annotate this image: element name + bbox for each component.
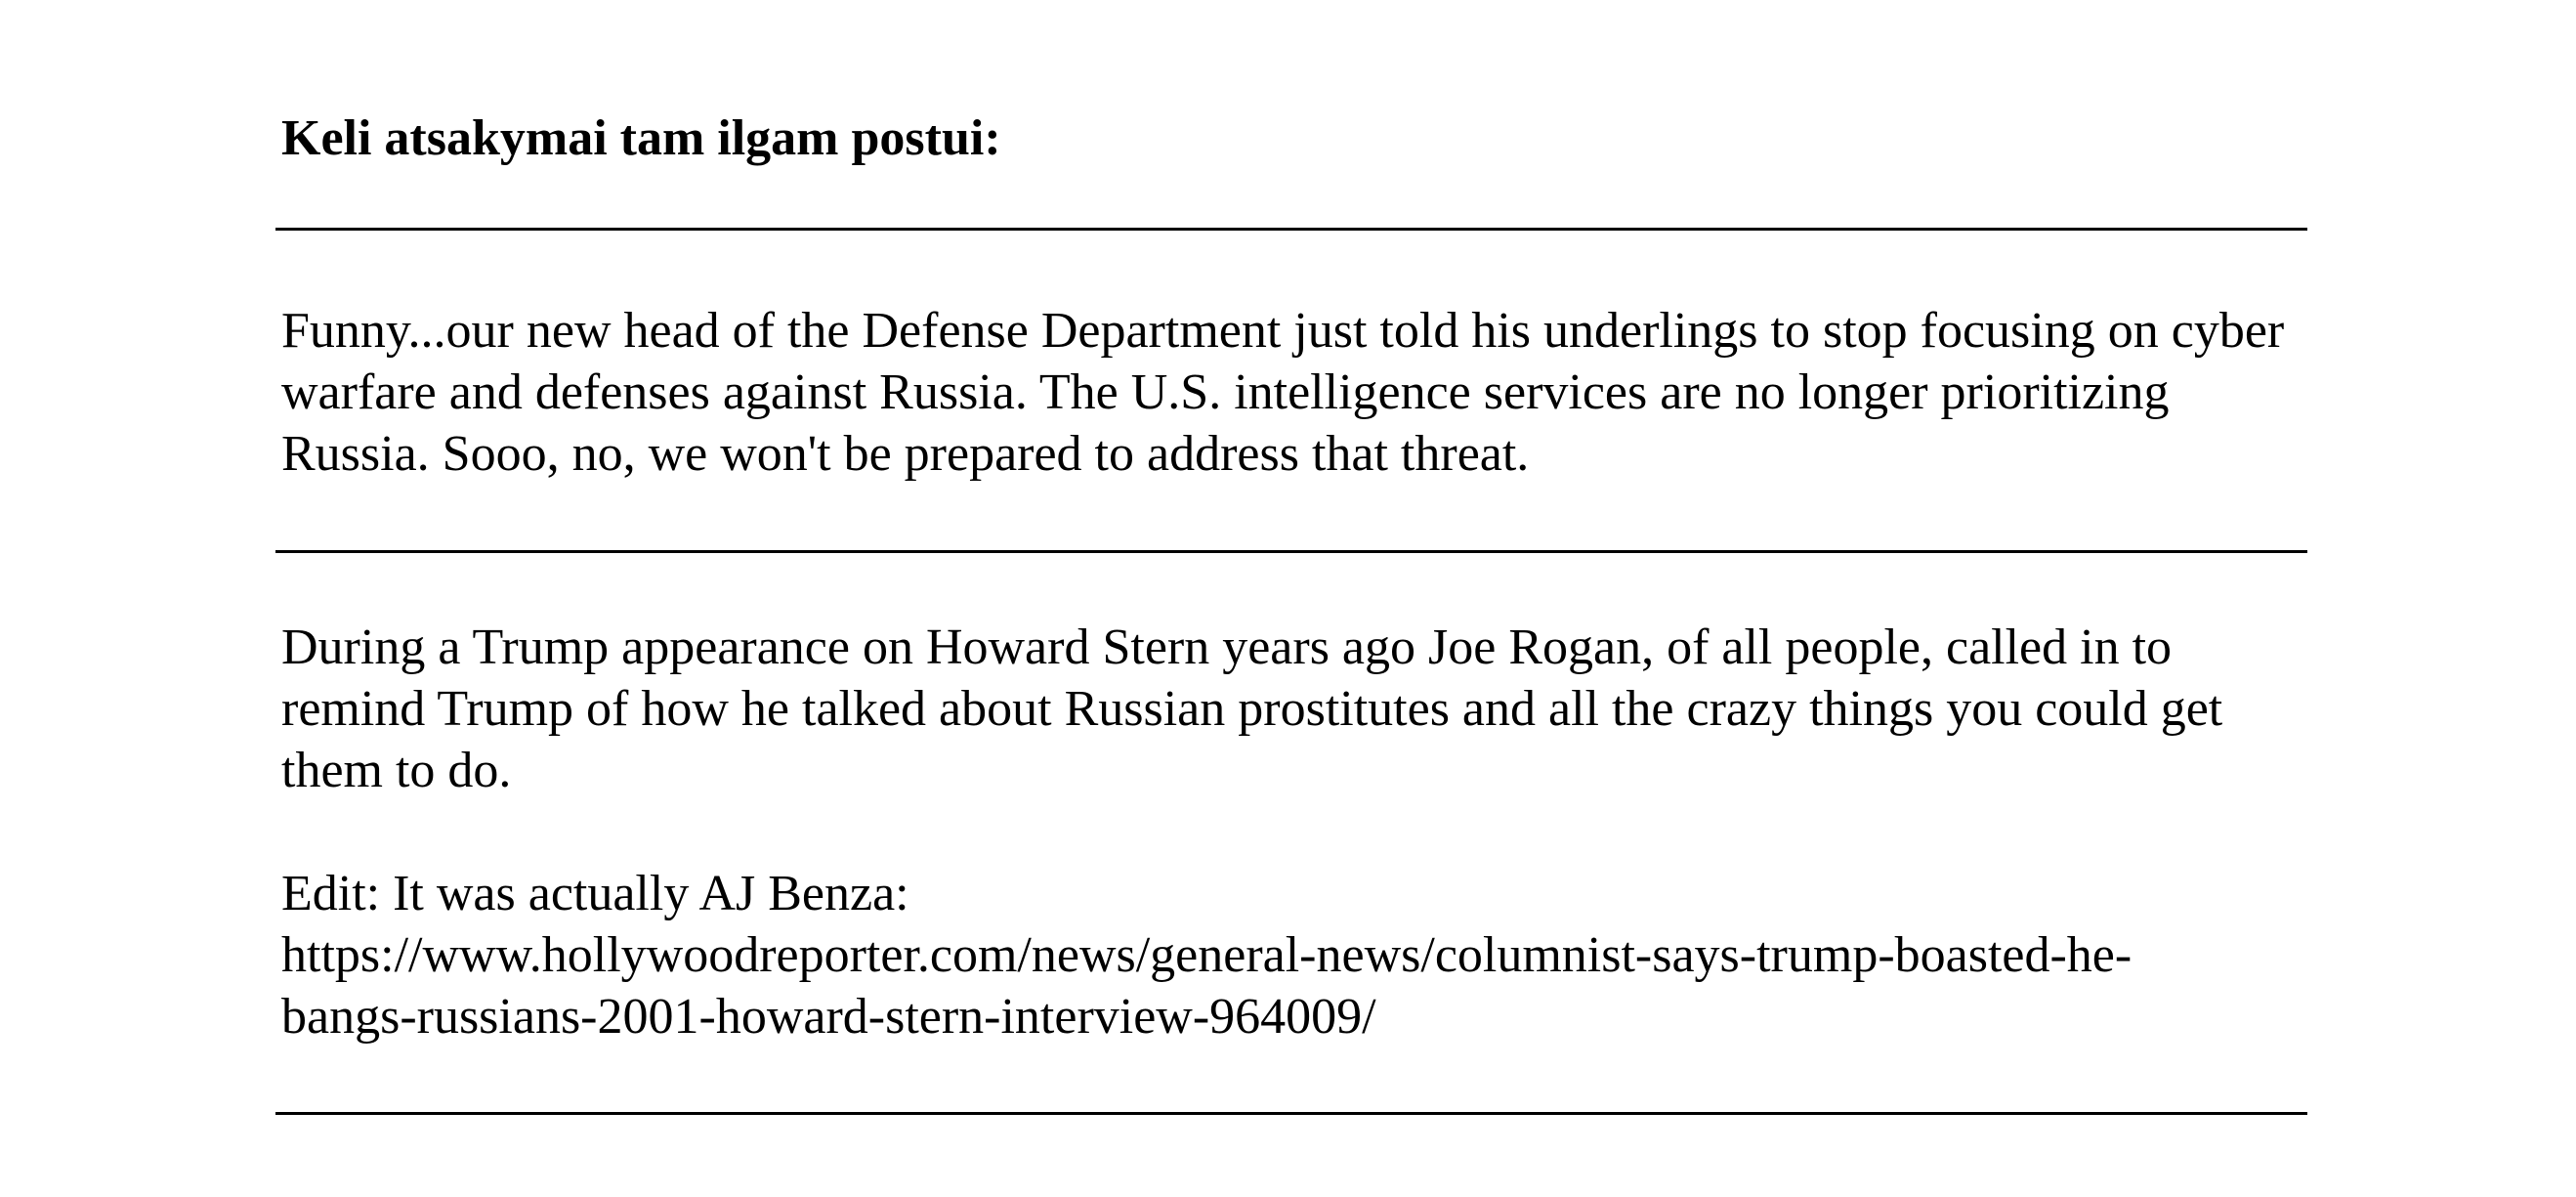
divider — [275, 228, 2307, 231]
divider — [275, 1112, 2307, 1115]
comment-2 — [281, 617, 2323, 1047]
page-heading: Keli atsakymai tam ilgam postui: — [281, 110, 1001, 166]
source-url-line-2: bangs-russians-2001-howard-stern-interview-964009/ — [281, 989, 1376, 1045]
divider — [275, 550, 2307, 553]
source-url-line-1: https://www.hollywoodreporter.com/news/general-news/columnist-says-trump-boasted-he- — [281, 927, 2133, 983]
comment-edit — [281, 863, 2323, 1047]
edit-label: Edit: It was actually AJ Benza: — [281, 866, 909, 921]
comment-text: During a Trump appearance on Howard Stern years ago Joe Rogan, of all people, called in to remind Trump of how he talked about Russian prostitutes and all the crazy things you could get them to do. — [281, 620, 2223, 798]
comment-text: Funny...our new head of the Defense Department just told his underlings to stop focusing on cyber warfare and defenses against Russia. The U.S. intelligence services are no longer prioritizing Russia. Sooo, no, we won't be prepared to address that threat. — [281, 303, 2285, 482]
comment-1 — [281, 300, 2323, 485]
